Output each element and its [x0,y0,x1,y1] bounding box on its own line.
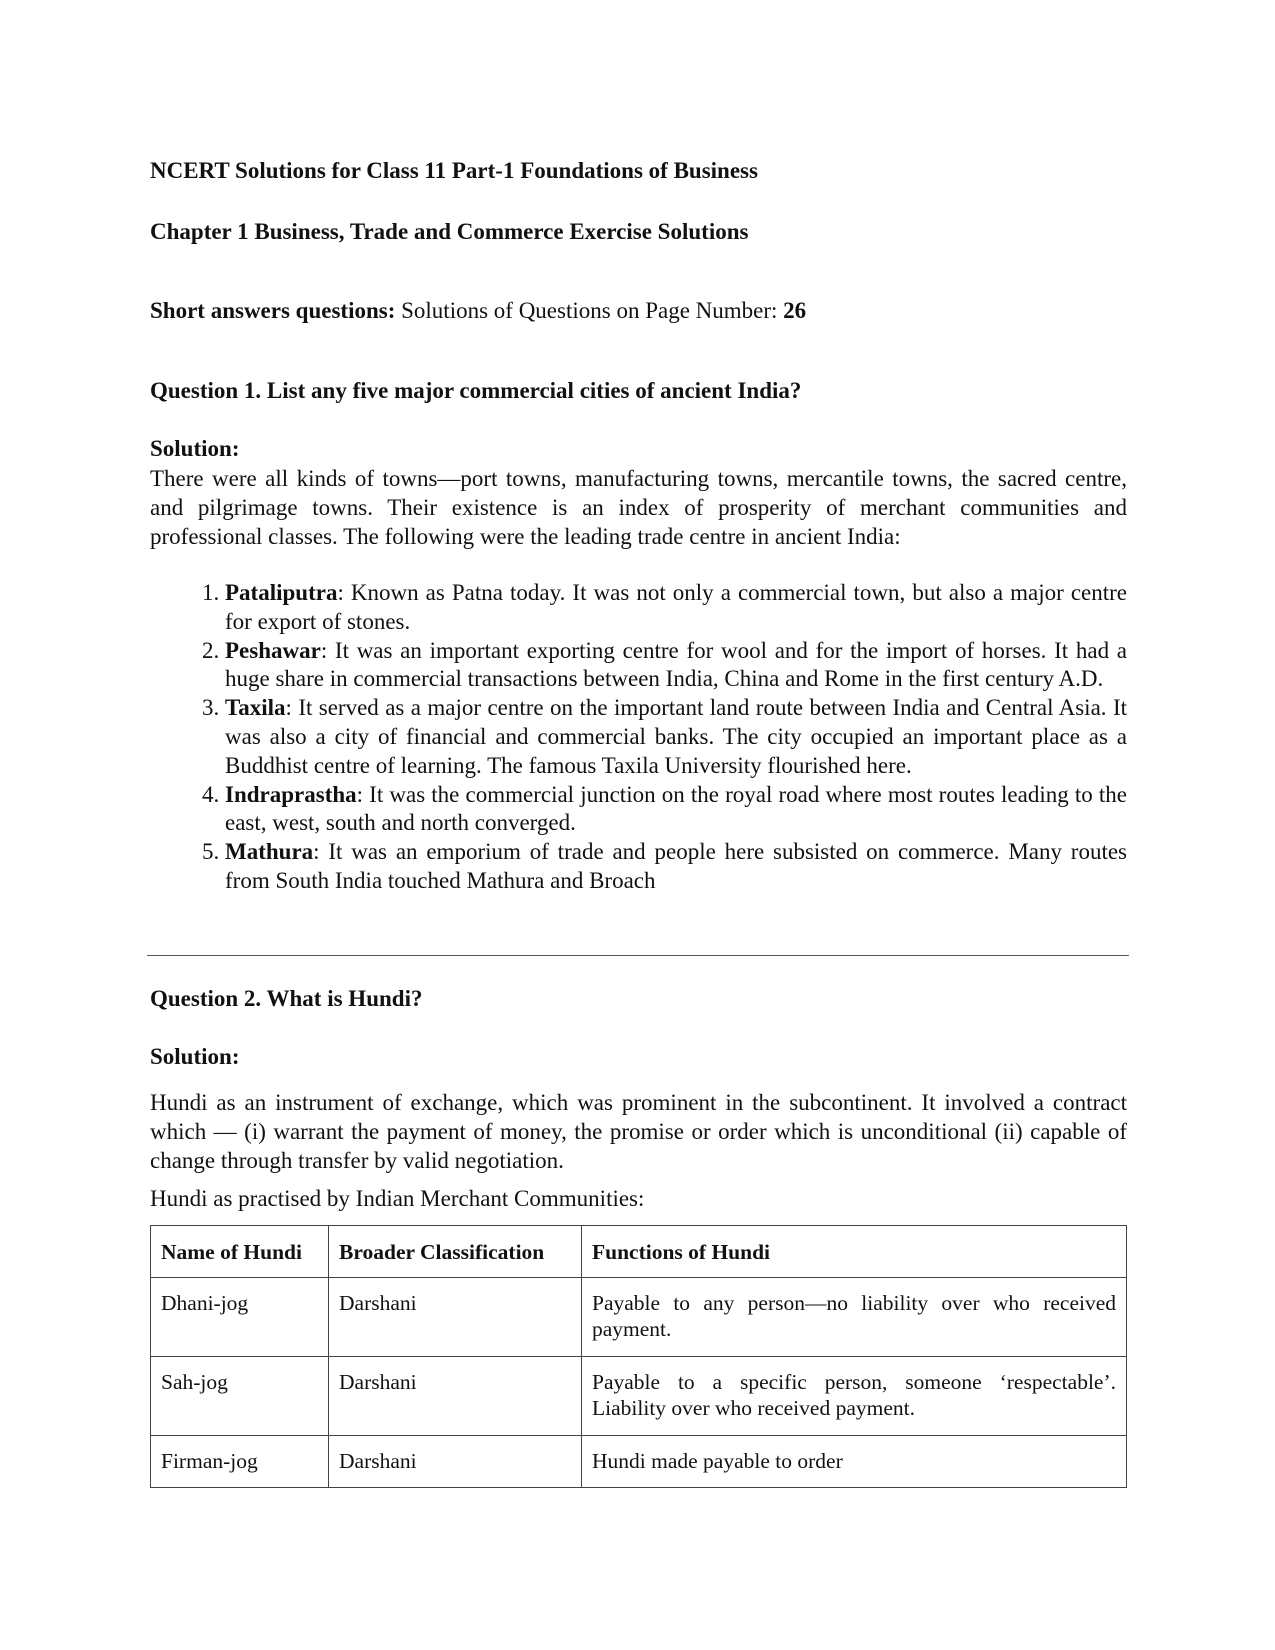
table-cell: Darshani [329,1357,582,1436]
question-2-heading: Question 2. What is Hundi? [150,986,423,1011]
table-intro: Hundi as practised by Indian Merchant Communities: [150,1186,645,1211]
column-header: Broader Classification [329,1226,582,1278]
table-row [151,1436,1127,1488]
question-1-heading: Question 1. List any five major commercial cities of ancient India? [150,378,802,403]
short-answers-line [150,298,806,324]
list-item [225,694,1127,780]
solution-2-paragraph: Hundi as an instrument of exchange, which was prominent in the subcontinent. It involved a contract which — (i) warrant the payment of money, the promise or order which is unconditional (ii) capable of change through transfer by valid negotiation. [150,1090,1127,1173]
city-description: : It served as a major centre on the important land route between India and Central Asia. It was also a city of financial and commercial banks. The city occupied an important place as a Buddhist centre of learning. The famous Taxila University flourished here. [225,695,1127,778]
horizontal-divider [147,955,1129,956]
hundi-table [150,1225,1127,1488]
table-cell: Hundi made payable to order [582,1436,1127,1488]
city-name: Pataliputra [225,580,338,605]
city-description: : Known as Patna today. It was not only a commercial town, but also a major centre for export of stones. [225,580,1127,634]
city-description: : It was an emporium of trade and people here subsisted on commerce. Many routes from South India touched Mathura and Broach [225,839,1127,893]
list-item [225,637,1127,695]
city-description: : It was the commercial junction on the royal road where most routes leading to the east, west, south and north converged. [225,781,1127,836]
list-item [225,781,1127,839]
commercial-cities-list [150,579,1127,896]
column-header: Functions of Hundi [582,1226,1127,1278]
city-description: : It was an important exporting centre for wool and for the import of horses. It had a huge share in commercial transactions between India, China and Rome in the first century A.D. [225,637,1127,692]
solution-1-paragraph: There were all kinds of towns—port towns, manufacturing towns, mercantile towns, the sacred centre, and pilgrimage towns. Their existence is an index of prosperity of merchant communities and professional classes. The following were the leading trade centre in ancient India: [150,466,1127,549]
page-number: 26 [783,298,807,323]
column-header: Name of Hundi [151,1226,329,1278]
list-item [225,579,1127,637]
table-cell: Firman-jog [151,1436,329,1488]
table-cell: Payable to a specific person, someone ‘respectable’. Liability over who received payment. [582,1357,1127,1436]
solution-2-label: Solution: [150,1044,240,1069]
short-answers-label: Short answers questions: [150,298,396,323]
city-name: Peshawar [225,637,321,663]
table-cell: Dhani-jog [151,1278,329,1357]
table-cell: Darshani [329,1436,582,1488]
solution-1-label: Solution: [150,436,240,461]
table-cell: Darshani [329,1278,582,1357]
city-name: Indraprastha [225,781,357,807]
list-item [225,838,1127,896]
chapter-title: Chapter 1 Business, Trade and Commerce Exercise Solutions [150,219,749,244]
table-header-row [151,1226,1127,1278]
city-name: Taxila [225,695,286,721]
table-row [151,1357,1127,1436]
table-cell: Sah-jog [151,1357,329,1436]
document-title: NCERT Solutions for Class 11 Part-1 Foundations of Business [150,158,758,183]
city-name: Mathura [225,839,314,865]
table-row [151,1278,1127,1357]
short-answers-text: Solutions of Questions on Page Number: [401,298,778,323]
table-cell: Payable to any person—no liability over who received payment. [582,1278,1127,1357]
